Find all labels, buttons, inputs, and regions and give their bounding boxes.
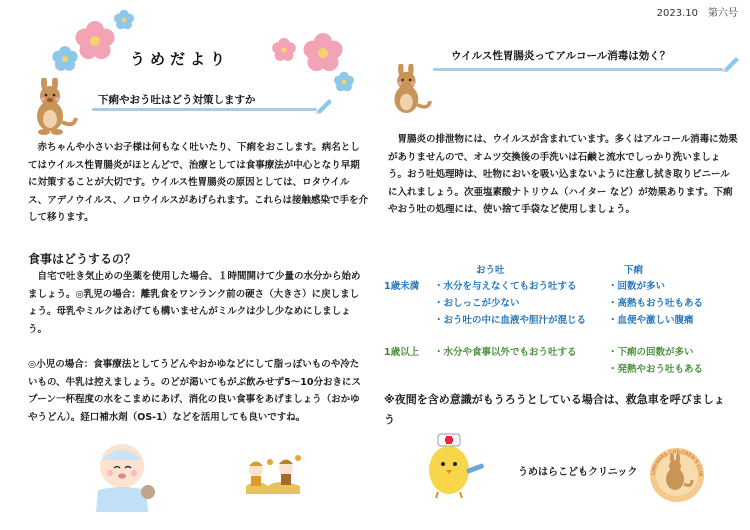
meal-paragraph-infant: 自宅で吐き気止めの坐薬を使用した場合、１時間開けて少量の水分から始めましょう。◎乳児の場合：離乳食をワンランク前の硬さ（大きさ）に戻しましょう。母乳やミルクはあげても構いませんがミルクは少し少なめにしましょう。	[28, 271, 361, 335]
left-subtitle-block	[92, 92, 332, 114]
newsletter-title: うめだより	[129, 50, 230, 68]
column-header-vomit: おう吐	[476, 265, 505, 276]
kangaroo-mascot-icon	[388, 64, 432, 118]
kangaroo-mascot-icon	[30, 78, 78, 136]
column-header-diarrhea: 下痢	[624, 265, 644, 276]
meal-section-heading: 食事はどうするの？	[28, 252, 137, 266]
clinic-logo	[648, 446, 706, 504]
symptom-diarrhea: ・回数が多い	[608, 281, 666, 292]
age-group-under-1: 1歳未満	[384, 281, 420, 292]
pencil-icon	[721, 54, 741, 72]
issue-date: 2023.10 第六号	[656, 8, 738, 19]
meal-paragraph-child: ◎小児の場合：食事療法としてうどんやおかゆなどにして脂っぽいものや冷たいもの、牛乳は控えましょう。のどが渇いてもがぶ飲みせず5～10分おきにスプーン一杯程度の水をこまめにあげ、消化の良い食事をあげましょう（おかゆやうどん）。経口補水剤（OS-1）などを活用しても良いですね。	[28, 359, 361, 423]
symptom-vomit: ・おう吐の中に血液や胆汁が混じる	[434, 315, 587, 326]
symptom-vomit: ・水分を与えなくてもおう吐する	[434, 281, 577, 292]
age-group-over-1: 1歳以上	[384, 347, 420, 358]
newsletter-title-box	[120, 48, 240, 76]
nurse-chick-illustration	[416, 430, 488, 502]
subtitle-underline	[92, 108, 317, 111]
clinic-logo-text: UMEHARA CHILDREN'S CLIN	[650, 448, 704, 477]
pencil-icon	[314, 96, 334, 114]
symptom-vomit: ・水分や食事以外でもおう吐する	[434, 347, 577, 358]
symptom-diarrhea: ・血便や激しい腹痛	[608, 315, 694, 326]
clinic-name: うめはらこどもクリニック	[518, 467, 638, 478]
title-underline	[433, 68, 723, 71]
symptom-diarrhea: ・高熱もおう吐もある	[608, 298, 704, 309]
plum-flower-icon	[332, 70, 356, 94]
symptom-vomit: ・おしっこが少ない	[434, 298, 520, 309]
symptom-diarrhea: ・下痢の回数が多い	[608, 347, 694, 358]
right-title-block	[433, 48, 733, 70]
left-column	[0, 0, 372, 530]
right-title: ウイルス性胃腸炎ってアルコール消毒は効く？	[451, 50, 671, 62]
symptom-diarrhea: ・発熱やおう吐もある	[608, 364, 704, 375]
sick-baby-illustration	[88, 440, 158, 515]
emergency-warning: ※夜間を含め意識がもうろうとしている場合は、救急車を呼びましょう	[384, 393, 725, 426]
plum-flower-icon	[50, 44, 80, 74]
plum-flower-icon	[270, 36, 298, 64]
children-playing-illustration	[238, 448, 308, 498]
left-subtitle: 下痢やおう吐はどう対策しますか	[98, 94, 256, 106]
disinfection-paragraph: 胃腸炎の排泄物には、ウイルスが含まれています。多くはアルコール消毒に効果がありませんので、オムツ交換後の手洗いは石鹸と流水でしっかり洗いましょう。おう吐処理時は、吐物においを吸い込まないように注意し拭き取りビニールに入れましょう。次亜塩素酸ナトリウム（ハイター など）が効果あります。下痢やおう吐の処理には、使い捨て手袋など使用しましょう。	[388, 134, 738, 215]
plum-flower-icon	[112, 8, 136, 32]
intro-paragraph: 赤ちゃんや小さいお子様は何もなく吐いたり、下痢をおこします。病名としてはウイルス性胃腸炎がほとんどで、治療としては食事療法が中心となり早期に対策することが大切です。ウイルス性胃腸炎の原因としては、ロタウイルス、アデノウイルス、ノロウイルスがあげられます。これらは接触感染で手を介して移ります。	[28, 142, 369, 223]
right-column	[378, 0, 750, 530]
